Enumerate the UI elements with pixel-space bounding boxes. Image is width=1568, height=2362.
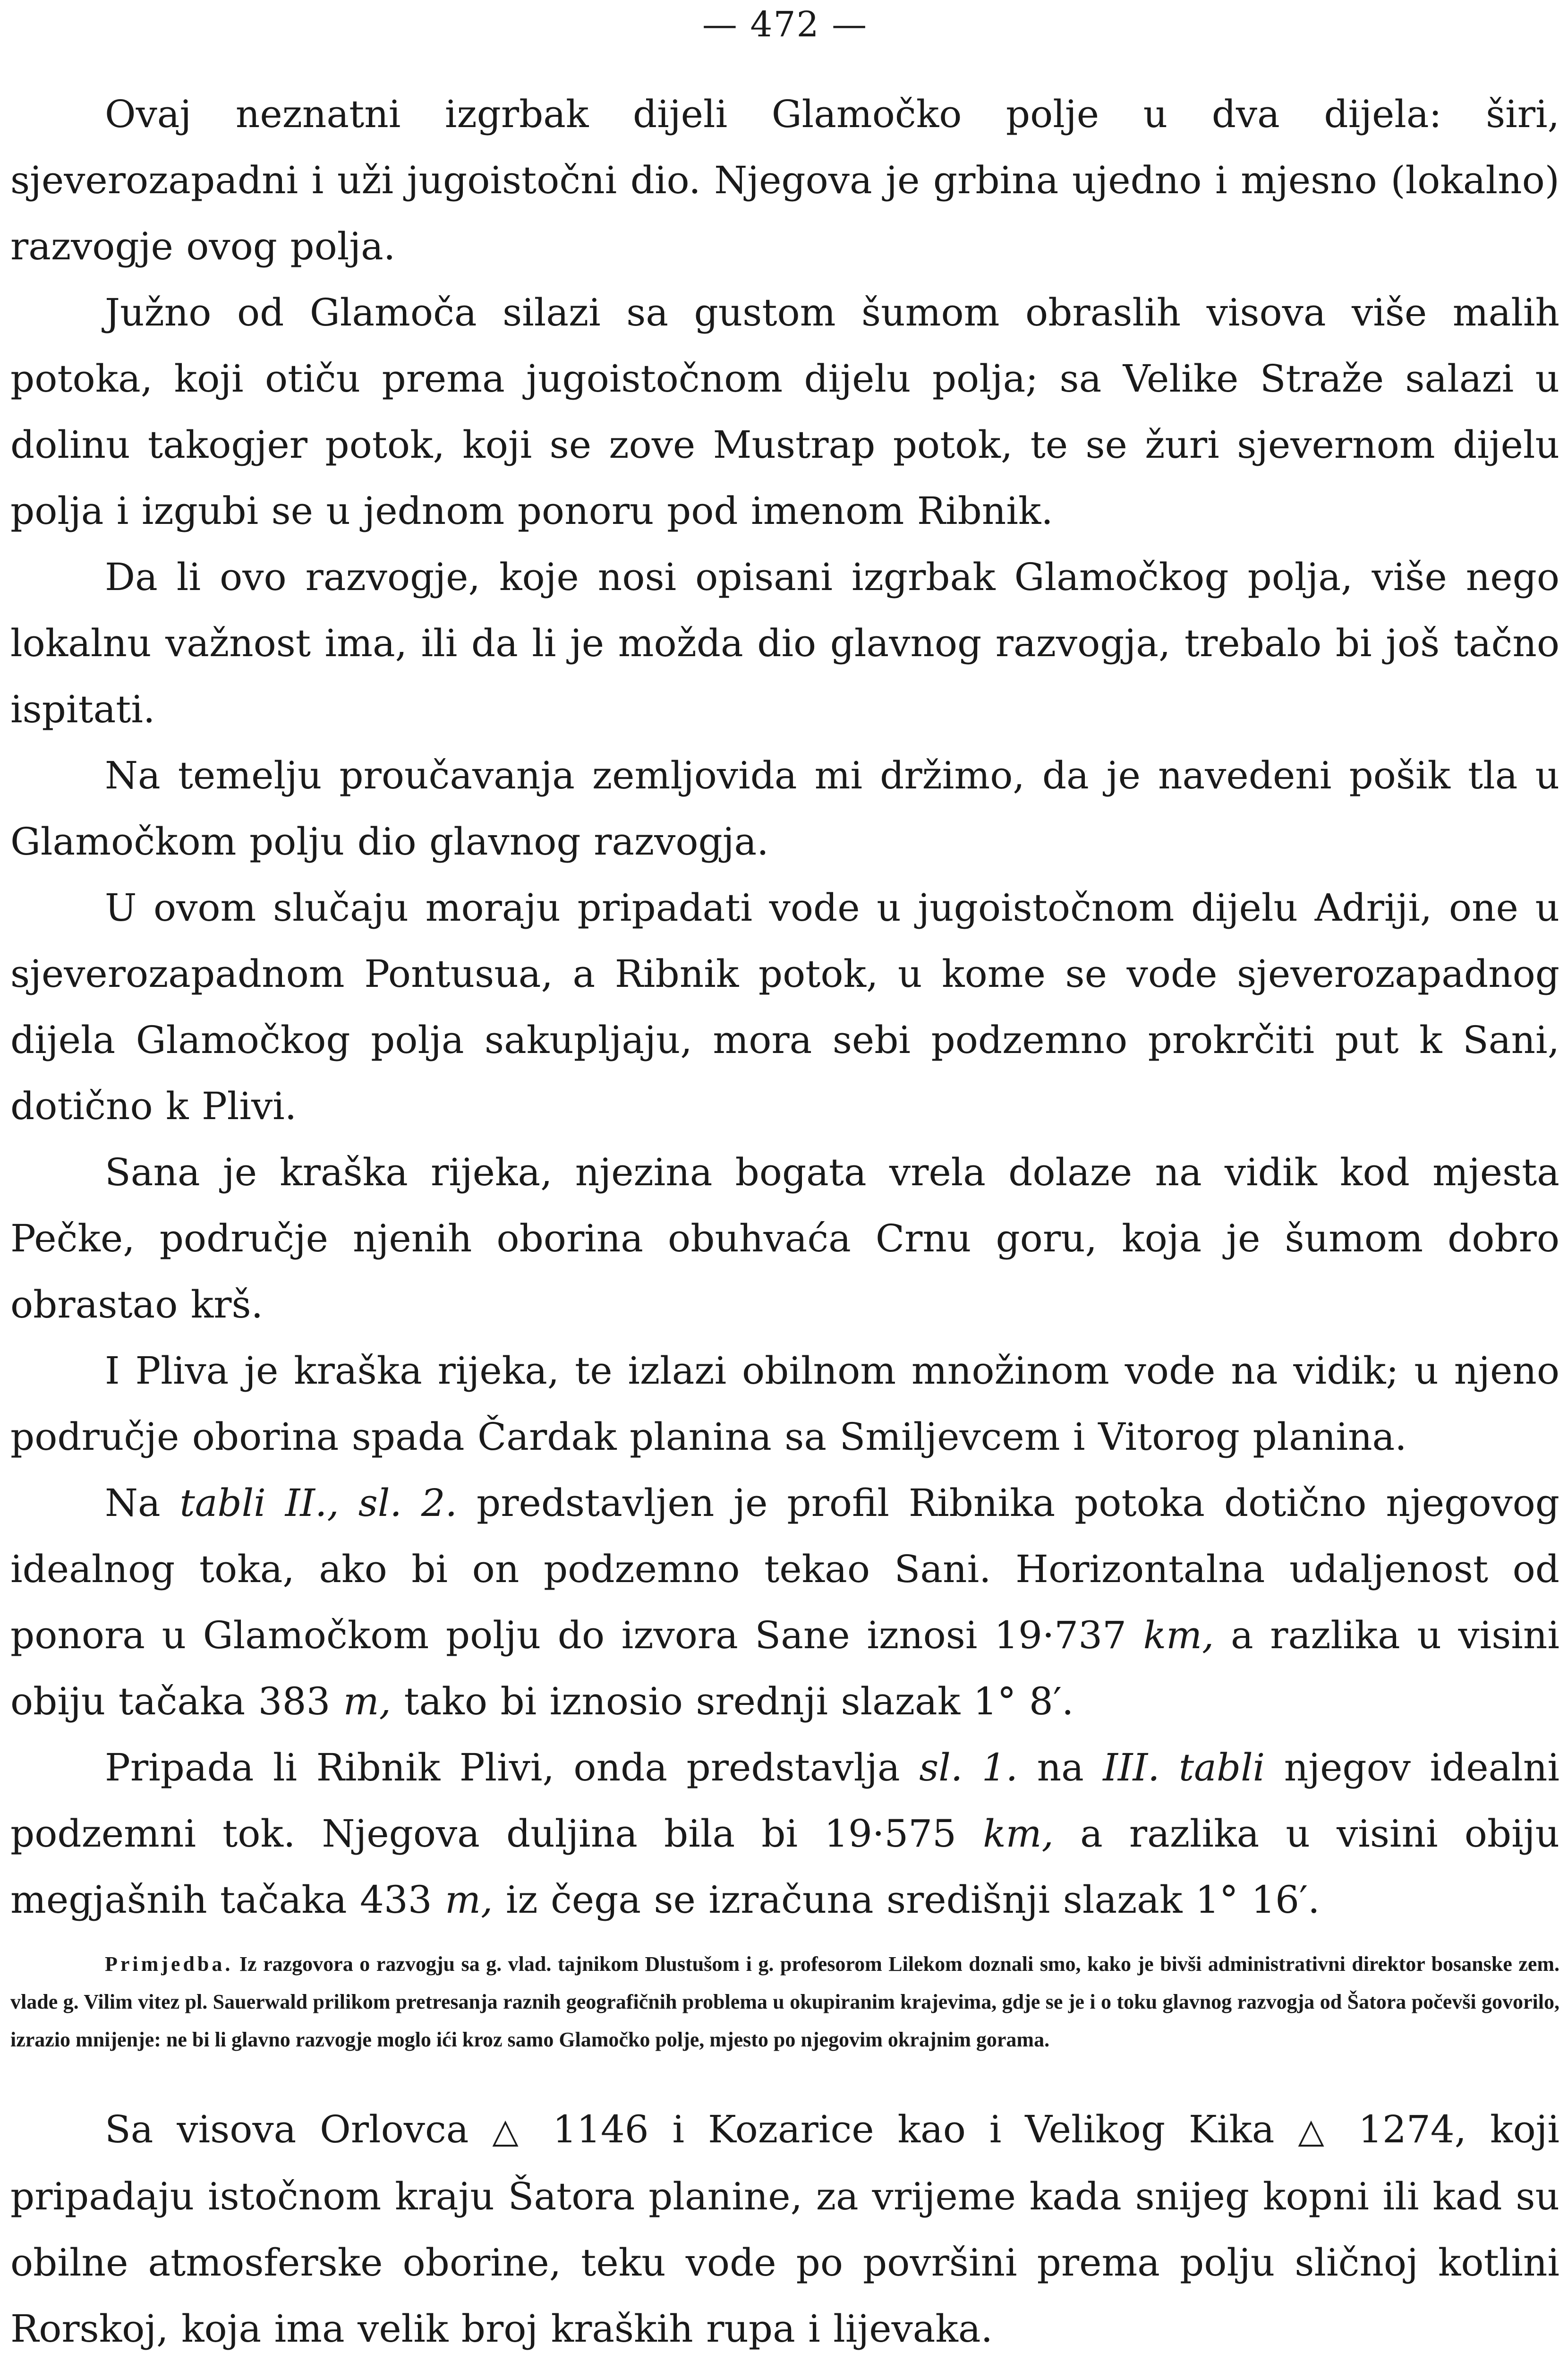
table-reference: III. tabli <box>1103 1746 1265 1789</box>
main-text <box>10 81 1559 1933</box>
page-number: — 472 — <box>702 4 868 45</box>
figure-reference: tabli II., sl. 2. <box>179 1481 458 1525</box>
paragraph-8-text: Na <box>105 1481 180 1525</box>
paragraph-10 <box>10 2097 1559 2362</box>
paragraph-10-text: 1146 i Kozarice kao i Velikog Kika <box>529 2107 1298 2151</box>
paragraph-4: Na temelju proučavanja zemljovida mi držimo, da je navedeni pošik tla u Glamočkom polju dio glavnog razvogja. <box>10 753 1559 864</box>
unit-m: m, <box>343 1679 392 1723</box>
note-label: Primjedba. <box>105 1952 233 1976</box>
main-text-continued <box>10 2097 1559 2362</box>
paragraph-8 <box>10 1470 1559 1735</box>
paragraph-2: Južno od Glamoča silazi sa gustom šumom obraslih visova više malih potoka, koji otiču prema jugoistočnom dijelu polja; sa Velike Straže salazi u dolinu takogjer potok, koji se zove Mustrap potok, te se žuri sjevernom dijelu polja i izgubi se u jednom ponoru pod imenom Ribnik. <box>10 291 1559 533</box>
paragraph-7: I Pliva je kraška rijeka, te izlazi obilnom množinom vode na vidik; u njeno područje oborina spada Čardak planina sa Smiljevcem i Vitorog planina. <box>10 1349 1559 1459</box>
note-text: Iz razgovora o razvogju sa g. vlad. tajnikom Dlustušom i g. profesorom Lilekom doznali smo, kako je bivši administrativni direktor bosanske zem. vlade g. Vilim vitez pl. Sauerwald prilikom pretresanja raznih geografičnih problema u okupiranim krajevima, gdje se je i o toku glavnog razvogja od Šatora počevši govorilo, izrazio mnijenje: ne bi li glavno razvogje moglo ići kroz samo Glamočko polje, mjesto po njegovim okrajnim gorama. <box>10 1952 1559 2051</box>
paragraph-9-text: iz čega se izračuna središnji slazak 1° 16′. <box>493 1878 1320 1922</box>
triangle-icon: △ <box>1298 2111 1335 2150</box>
unit-km: km, <box>983 1812 1054 1856</box>
unit-m: m, <box>445 1878 493 1922</box>
paragraph-8-text: tako bi iznosio srednji slazak 1° 8′. <box>391 1679 1074 1723</box>
paragraph-9 <box>10 1735 1559 1933</box>
paragraph-8-text: predstavljen je profil Ribnika potoka dotično njegovog idealnog toka, ako bi on podzemno tekao Sani. Horizontalna udaljenost od ponora u Glamočkom polju do izvora Sane iznosi 19·737 <box>10 1481 1560 1657</box>
paragraph-9-text: na <box>1018 1746 1103 1789</box>
footnote-remark <box>10 1945 1559 2059</box>
paragraph-10-text: Sa visova Orlovca <box>105 2107 493 2151</box>
triangle-icon: △ <box>492 2111 529 2150</box>
unit-km: km, <box>1143 1613 1214 1657</box>
paragraph-1: Ovaj neznatni izgrbak dijeli Glamočko polje u dva dijela: širi, sjeverozapadni i uži jugoistočni dio. Njegova je grbina ujedno i mjesno (lokalno) razvogje ovog polja. <box>10 92 1559 268</box>
paragraph-10-text: 1274, koji pripadaju istočnom kraju Šatora planine, za vrijeme kada snijeg kopni ili kad su obilne atmosferske oborine, teku vode po površini prema polju sličnoj kotlini Rorskoj, koja ima velik broj kraških rupa i lijevaka. <box>10 2107 1560 2351</box>
figure-reference: sl. 1. <box>919 1746 1018 1789</box>
paragraph-9-text: Pripada li Ribnik Plivi, onda predstavlja <box>105 1746 920 1789</box>
paragraph-3: Da li ovo razvogje, koje nosi opisani izgrbak Glamočkog polja, više nego lokalnu važnost ima, ili da li je možda dio glavnog razvogja, trebalo bi još tačno ispitati. <box>10 555 1559 731</box>
paragraph-6: Sana je kraška rijeka, njezina bogata vrela dolaze na vidik kod mjesta Pečke, područje njenih oborina obuhvaća Crnu goru, koja je šumom dobro obrastao krš. <box>10 1150 1559 1326</box>
paragraph-5: U ovom slučaju moraju pripadati vode u jugoistočnom dijelu Adriji, one u sjeverozapadnom Pontusua, a Ribnik potok, u kome se vode sjeverozapadnog dijela Glamočkog polja sakupljaju, mora sebi podzemno prokrčiti put k Sani, dotično k Plivi. <box>10 886 1559 1128</box>
paragraph-8-text: a razlika u visini obiju tačaka 383 <box>10 1613 1560 1723</box>
paragraph-9-text: njegov idealni podzemni tok. Njegova duljina bila bi 19·575 <box>10 1746 1560 1856</box>
paragraph-9-text: a razlika u visini obiju megjašnih tačaka 433 <box>10 1812 1559 1922</box>
